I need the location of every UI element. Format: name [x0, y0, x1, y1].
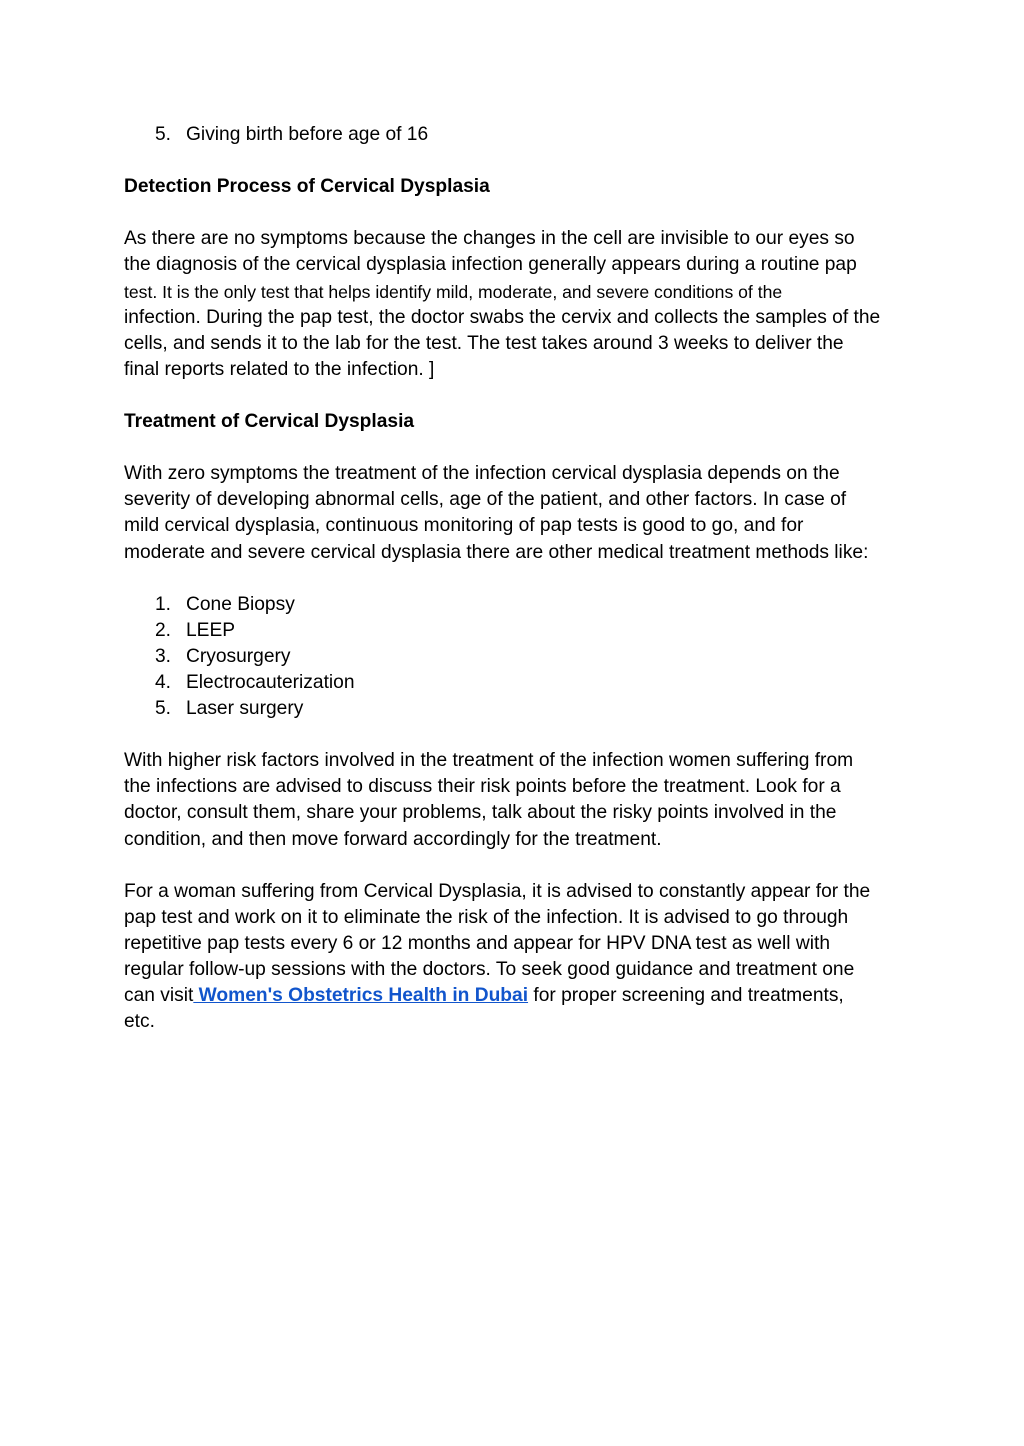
risk-paragraph — [124, 748, 904, 852]
list-number: 2. — [155, 619, 172, 641]
list-item-text: Cryosurgery — [186, 645, 291, 667]
detection-heading: Detection Process of Cervical Dysplasia — [124, 176, 490, 198]
paragraph-line: test. It is the only test that helps identify mild, moderate, and severe conditions of the — [124, 281, 783, 302]
closing-paragraph — [124, 879, 904, 1036]
paragraph-line: As there are no symptoms because the changes in the cell are invisible to our eyes so — [124, 228, 855, 250]
list-item — [124, 644, 904, 670]
treatment-paragraph — [124, 461, 904, 565]
list-item-text: LEEP — [186, 619, 236, 641]
treatment-heading: Treatment of Cervical Dysplasia — [124, 411, 415, 433]
list-item-text: Laser surgery — [186, 698, 304, 720]
paragraph-line: the diagnosis of the cervical dysplasia infection generally appears during a routine pap — [124, 254, 857, 276]
treatment-methods-list — [124, 592, 904, 722]
paragraph-line: severity of developing abnormal cells, age of the patient, and other factors. In case of — [124, 489, 847, 511]
list-item-text: Electrocauterization — [186, 671, 355, 693]
document-page — [124, 122, 904, 1035]
paragraph-line: repetitive pap tests every 6 or 12 months and appear for HPV DNA test as well with — [124, 932, 831, 954]
paragraph-line: moderate and severe cervical dysplasia there are other medical treatment methods like: — [124, 541, 869, 563]
paragraph-line: With higher risk factors involved in the treatment of the infection women suffering from — [124, 750, 854, 772]
list-item — [124, 670, 904, 696]
list-number: 3. — [155, 645, 172, 667]
list-number: 1. — [155, 593, 172, 615]
list-number: 5. — [155, 124, 172, 145]
list-item — [124, 618, 904, 644]
paragraph-line: the infections are advised to discuss their risk points before the treatment. Look for a — [124, 776, 841, 798]
paragraph-line: regular follow-up sessions with the doctors. To seek good guidance and treatment one — [124, 959, 855, 980]
link-prefix-text: can visit — [124, 985, 194, 1007]
list-number: 5. — [155, 698, 172, 720]
risk-factor-list — [124, 122, 904, 148]
list-item — [124, 122, 904, 148]
paragraph-line: infection. During the pap test, the doctor swabs the cervix and collects the samples of the — [124, 306, 881, 328]
paragraph-line: etc. — [124, 1011, 155, 1033]
link-suffix-text: for proper screening and treatments, — [528, 985, 844, 1007]
paragraph-line-with-link — [124, 983, 904, 1009]
paragraph-line: cells, and sends it to the lab for the test. The test takes around 3 weeks to deliver the — [124, 332, 844, 354]
list-number: 4. — [155, 671, 172, 693]
paragraph-line: condition, and then move forward accordingly for the treatment. — [124, 828, 662, 850]
list-item — [124, 592, 904, 618]
paragraph-line: With zero symptoms the treatment of the infection cervical dysplasia depends on the — [124, 463, 840, 485]
list-item-text: Giving birth before age of 16 — [186, 124, 429, 145]
list-item-text: Cone Biopsy — [186, 593, 295, 615]
paragraph-line: mild cervical dysplasia, continuous monitoring of pap tests is good to go, and for — [124, 515, 804, 537]
detection-paragraph — [124, 226, 904, 383]
paragraph-line: final reports related to the infection. ] — [124, 358, 435, 380]
paragraph-line: pap test and work on it to eliminate the risk of the infection. It is advised to go through — [124, 906, 849, 928]
list-item — [124, 696, 904, 722]
paragraph-line: For a woman suffering from Cervical Dysplasia, it is advised to constantly appear for the — [124, 880, 871, 902]
obstetrics-health-link[interactable]: Women's Obstetrics Health in Dubai — [193, 985, 529, 1007]
paragraph-line: doctor, consult them, share your problems, talk about the risky points involved in the — [124, 802, 837, 824]
